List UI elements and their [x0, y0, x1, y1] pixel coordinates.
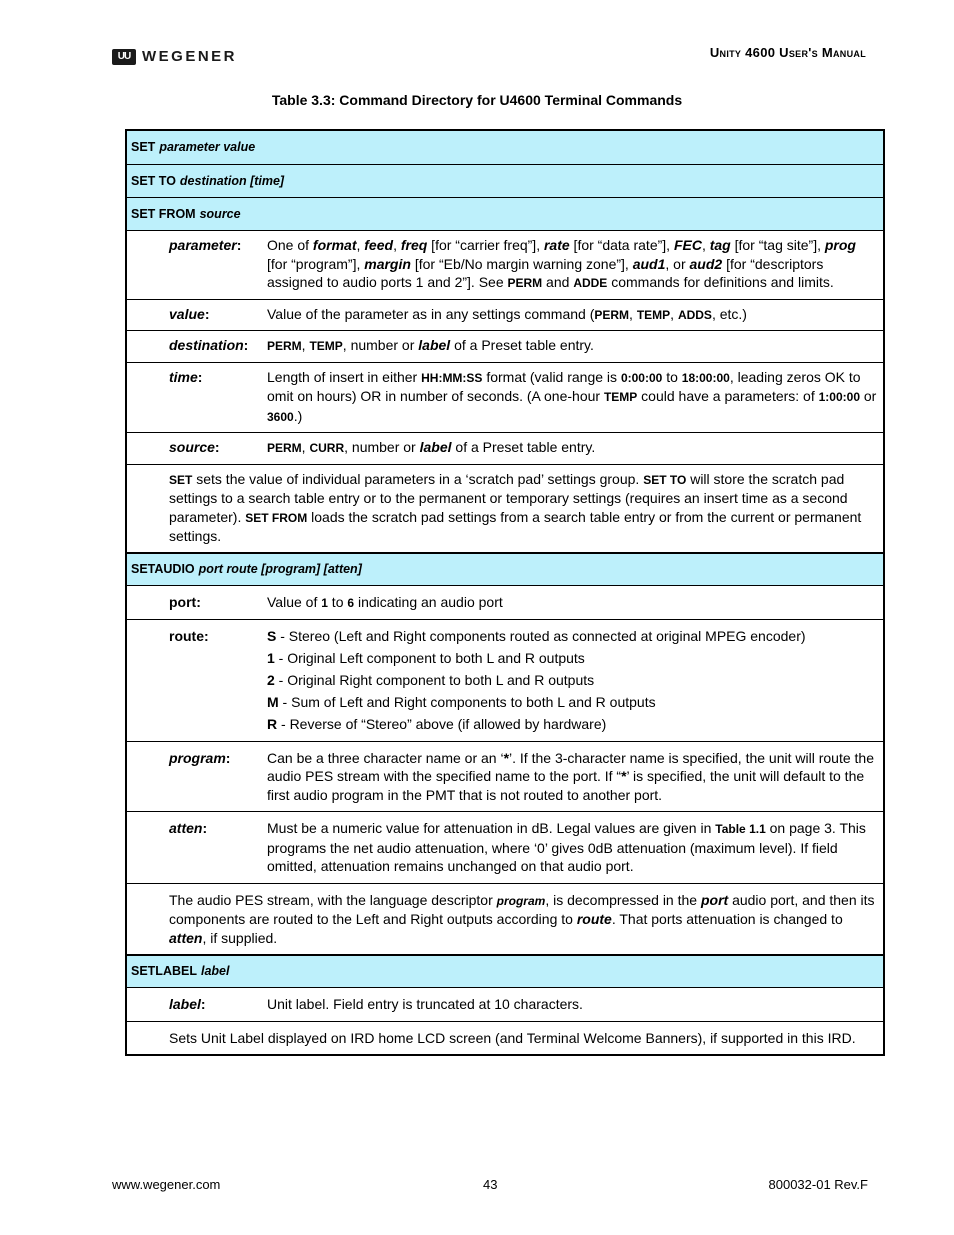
param-description: [267, 627, 879, 734]
route-option: 1 - Original Left component to both L and R outputs: [267, 650, 585, 666]
param-name: value:: [169, 305, 210, 322]
param-description: Can be a three character name or an ‘*’. If the 3-character name is specified, the unit will route the audio PES stream with the specified name to the port. If “*’ is specified, the unit will default to the first audio program in the PMT that is not routed to another port.: [267, 749, 874, 803]
param-name: route:: [169, 628, 209, 644]
command-args: port route [program] [atten]: [198, 561, 362, 576]
wegener-logo: [112, 48, 237, 65]
command-name: SET: [131, 140, 156, 155]
command-name: SETAUDIO: [131, 561, 195, 576]
param-name: time:: [169, 368, 203, 385]
param-name: destination:: [169, 337, 249, 353]
description-row-setaudio: The audio PES stream, with the language descriptor program, is decompressed in the port audio port, and then its components are routed to the Left and Right outputs according to route. That ports attenuation is changed to atten, if supplied.: [127, 883, 883, 955]
route-option: M - Sum of Left and Right components to both L and R outputs: [267, 694, 656, 710]
command-header-set-from: [127, 197, 883, 230]
param-description: One of format, feed, freq [for “carrier freq”], rate [for “data rate”], FEC, tag [for “tag site”], prog [for “program”], margin [for “Eb/No margin warning zone”], aud1, or aud2 [for “descriptors assigned to audio ports 1 and 2”]. See PERM and ADDE commands for definitions and limits.: [267, 237, 856, 290]
param-row-program: [127, 741, 883, 812]
param-description: Value of the parameter as in any settings command (PERM, TEMP, ADDS, etc.): [267, 305, 747, 322]
route-option: S - Stereo (Left and Right components routed as connected at original MPEG encoder): [267, 628, 806, 644]
logo-mark: UU: [112, 49, 136, 65]
description-row-set: SET sets the value of individual parameters in a ‘scratch pad’ settings group. SET TO will store the scratch pad settings to a search table entry or to the permanent or temporary settings (requires an insert time as a second parameter). SET FROM loads the scratch pad settings from a search table entry or from the current or permanent settings.: [127, 464, 883, 552]
command-header-set-to: [127, 164, 883, 197]
command-name: SETLABEL: [131, 964, 197, 979]
param-name: parameter:: [169, 237, 242, 253]
document-id: 800032-01 Rev.F: [768, 1177, 868, 1192]
param-description: Value of 1 to 6 indicating an audio port: [267, 593, 503, 610]
manual-title: Unity 4600 User's Manual: [709, 45, 866, 60]
param-name: atten:: [169, 820, 208, 836]
logo-text: WEGENER: [142, 48, 238, 65]
route-option: 2 - Original Right component to both L and R outputs: [267, 672, 595, 688]
command-name: SET FROM: [131, 206, 196, 221]
param-name: label:: [169, 996, 206, 1012]
param-name: port:: [169, 593, 201, 610]
param-description: Must be a numeric value for attenuation in dB. Legal values are given in Table 1.1 on page 3. This programs the net audio attenuation, where ‘0’ gives 0dB attenuation (maximum level). If field omitted, attenuation remains unchanged on that audio port.: [267, 820, 866, 874]
command-args: label: [200, 964, 230, 979]
param-row-parameter: [127, 230, 883, 299]
route-option: R - Reverse of “Stereo” above (if allowed by hardware): [267, 716, 607, 732]
command-header-setlabel: [127, 954, 883, 987]
footer-website: www.wegener.com: [112, 1177, 221, 1192]
param-name: source:: [169, 439, 220, 455]
param-description: Length of insert in either HH:MM:SS format (valid range is 0:00:00 to 18:00:00, leading zeros OK to omit on hours) OR in number of seconds. (A one-hour TEMP could have a parameters: of 1:00:00 or 3600.): [267, 368, 877, 424]
command-args: source: [199, 206, 241, 221]
param-row-label: [127, 987, 883, 1021]
command-name: SET TO: [131, 173, 176, 188]
param-description: Unit label. Field entry is truncated at 10 characters.: [267, 996, 583, 1012]
command-header-setaudio: [127, 552, 883, 585]
page-number: 43: [483, 1177, 498, 1192]
command-args: destination [time]: [179, 173, 285, 188]
description-row-setlabel: Sets Unit Label displayed on IRD home LCD screen (and Terminal Welcome Banners), if supported in this IRD.: [127, 1021, 883, 1055]
param-row-destination: [127, 330, 883, 362]
param-row-time: [127, 362, 883, 433]
param-description: PERM, TEMP, number or label of a Preset table entry.: [267, 337, 594, 353]
param-row-source: [127, 432, 883, 464]
param-row-value: [127, 299, 883, 331]
command-table: [125, 129, 885, 1056]
table-caption: Table 3.3: Command Directory for U4600 Terminal Commands: [271, 92, 683, 108]
param-row-route: [127, 619, 883, 741]
param-row-port: [127, 585, 883, 620]
param-description: PERM, CURR, number or label of a Preset table entry.: [267, 439, 596, 455]
param-row-atten: [127, 811, 883, 883]
command-header-set: [127, 131, 883, 164]
param-name: program:: [169, 749, 231, 766]
command-args: parameter value: [159, 140, 256, 155]
